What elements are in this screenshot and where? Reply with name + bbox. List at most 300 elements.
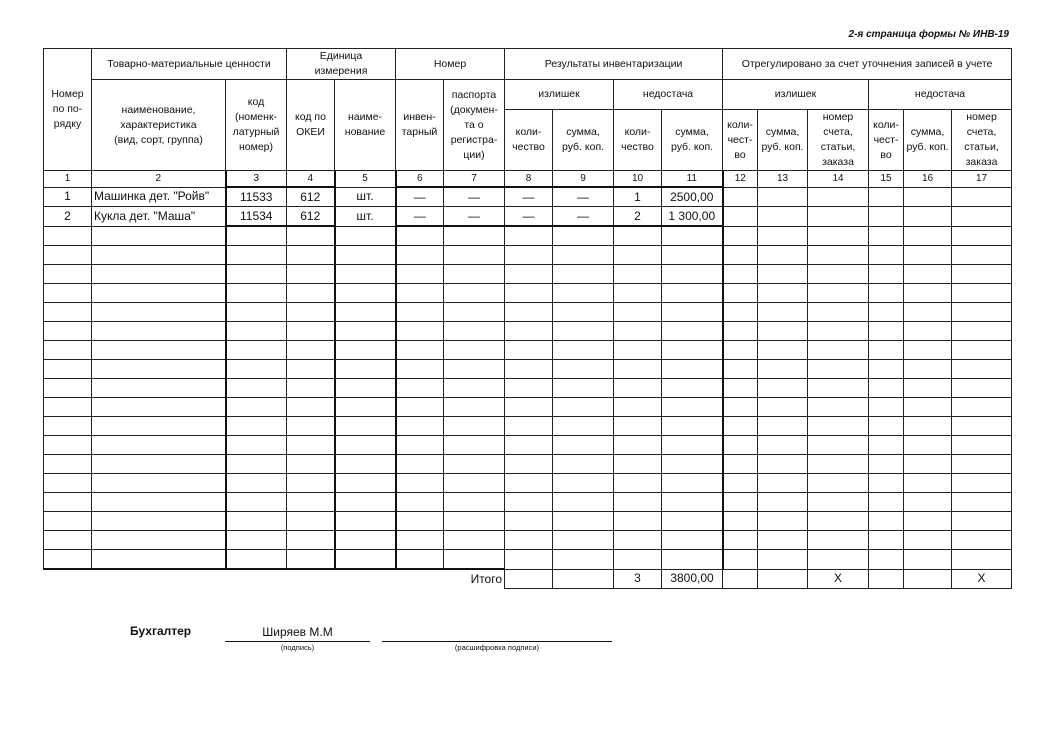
table-cell[interactable] [444,436,505,455]
table-cell[interactable] [808,246,869,265]
table-cell[interactable] [952,360,1012,379]
table-cell[interactable] [396,226,444,246]
total-cell[interactable] [505,569,553,588]
table-cell[interactable]: 2500,00 [662,187,723,207]
table-cell[interactable] [287,226,335,246]
table-cell[interactable] [723,550,758,570]
total-cell[interactable]: 3 [614,569,662,588]
table-cell[interactable] [553,417,614,436]
table-cell[interactable] [904,265,952,284]
table-cell[interactable] [904,303,952,322]
table-cell[interactable] [396,246,444,265]
table-cell[interactable] [758,341,808,360]
table-cell[interactable] [505,379,553,398]
table-cell[interactable]: — [505,207,553,227]
table-cell[interactable] [614,474,662,493]
table-cell[interactable] [335,322,396,341]
table-cell[interactable] [758,322,808,341]
table-cell[interactable] [614,246,662,265]
table-cell[interactable] [808,436,869,455]
table-cell[interactable] [758,284,808,303]
table-cell[interactable] [869,379,904,398]
table-cell[interactable] [723,455,758,474]
table-cell[interactable] [396,436,444,455]
table-cell[interactable] [808,265,869,284]
table-cell[interactable] [92,246,226,265]
table-cell[interactable] [287,493,335,512]
table-cell[interactable] [92,341,226,360]
table-cell[interactable] [904,246,952,265]
table-cell[interactable] [44,474,92,493]
table-cell[interactable] [808,303,869,322]
table-cell[interactable] [44,493,92,512]
table-cell[interactable] [226,265,287,284]
table-cell[interactable] [614,512,662,531]
table-cell[interactable] [335,303,396,322]
table-cell[interactable] [505,360,553,379]
table-cell[interactable] [287,265,335,284]
table-cell[interactable] [758,417,808,436]
table-cell[interactable] [758,398,808,417]
table-cell[interactable] [335,226,396,246]
table-cell[interactable] [44,417,92,436]
table-cell[interactable] [505,341,553,360]
table-cell[interactable] [553,493,614,512]
table-cell[interactable] [758,207,808,227]
table-cell[interactable] [952,493,1012,512]
table-cell[interactable] [92,303,226,322]
table-cell[interactable] [335,493,396,512]
table-cell[interactable] [287,360,335,379]
table-cell[interactable] [44,455,92,474]
table-cell[interactable] [808,531,869,550]
table-cell[interactable] [44,360,92,379]
table-cell[interactable]: 1 [614,187,662,207]
table-cell[interactable] [614,379,662,398]
table-cell[interactable] [92,550,226,570]
table-cell[interactable] [869,360,904,379]
table-cell[interactable] [723,379,758,398]
table-cell[interactable] [396,322,444,341]
table-cell[interactable] [287,379,335,398]
table-cell[interactable] [444,417,505,436]
table-cell[interactable] [723,284,758,303]
table-cell[interactable] [662,493,723,512]
table-cell[interactable] [553,512,614,531]
table-cell[interactable] [226,379,287,398]
table-cell[interactable] [553,322,614,341]
table-cell[interactable] [226,455,287,474]
table-cell[interactable] [335,550,396,570]
table-cell[interactable] [44,322,92,341]
total-cell[interactable] [553,569,614,588]
table-cell[interactable] [808,512,869,531]
table-cell[interactable] [952,226,1012,246]
table-cell[interactable] [904,360,952,379]
table-cell[interactable] [92,474,226,493]
table-cell[interactable] [808,226,869,246]
table-cell[interactable] [444,360,505,379]
table-cell[interactable] [869,341,904,360]
table-cell[interactable] [396,550,444,570]
table-cell[interactable] [904,322,952,341]
table-cell[interactable] [335,246,396,265]
table-cell[interactable] [396,417,444,436]
table-cell[interactable] [869,303,904,322]
table-cell[interactable] [44,265,92,284]
table-cell[interactable] [505,512,553,531]
table-cell[interactable] [662,455,723,474]
table-cell[interactable] [505,474,553,493]
table-cell[interactable] [444,303,505,322]
table-cell[interactable] [952,265,1012,284]
table-cell[interactable] [808,493,869,512]
total-cell[interactable] [723,569,758,588]
table-cell[interactable] [553,379,614,398]
table-cell[interactable] [396,379,444,398]
table-cell[interactable]: — [553,207,614,227]
table-cell[interactable] [904,493,952,512]
table-cell[interactable] [869,265,904,284]
table-cell[interactable] [808,284,869,303]
table-cell[interactable] [444,493,505,512]
table-cell[interactable] [758,187,808,207]
table-cell[interactable] [92,265,226,284]
table-cell[interactable] [662,474,723,493]
table-cell[interactable] [44,436,92,455]
table-cell[interactable] [758,265,808,284]
table-cell[interactable] [952,550,1012,570]
table-cell[interactable] [904,455,952,474]
table-cell[interactable] [44,379,92,398]
table-cell[interactable] [44,531,92,550]
table-cell[interactable]: шт. [335,207,396,227]
table-cell[interactable] [226,493,287,512]
table-cell[interactable] [952,398,1012,417]
table-cell[interactable] [335,360,396,379]
table-cell[interactable] [553,531,614,550]
table-cell[interactable] [952,379,1012,398]
table-cell[interactable] [904,284,952,303]
table-cell[interactable] [444,474,505,493]
table-cell[interactable] [92,322,226,341]
table-cell[interactable] [869,493,904,512]
table-cell[interactable] [505,398,553,417]
table-cell[interactable] [869,474,904,493]
table-cell[interactable] [904,379,952,398]
signature-sign-line[interactable] [225,625,370,642]
table-cell[interactable] [662,417,723,436]
table-cell[interactable] [444,322,505,341]
table-cell[interactable] [758,474,808,493]
table-cell[interactable] [869,417,904,436]
table-cell[interactable] [904,341,952,360]
table-cell[interactable] [662,379,723,398]
table-cell[interactable] [335,265,396,284]
table-cell[interactable] [505,265,553,284]
table-cell[interactable] [92,417,226,436]
table-cell[interactable] [396,455,444,474]
table-cell[interactable] [869,284,904,303]
table-cell[interactable] [614,341,662,360]
table-cell[interactable] [952,207,1012,227]
table-cell[interactable] [505,284,553,303]
table-cell[interactable] [444,455,505,474]
table-cell[interactable] [904,512,952,531]
table-cell[interactable] [758,550,808,570]
table-cell[interactable] [758,379,808,398]
total-cell[interactable] [904,569,952,588]
table-cell[interactable] [904,550,952,570]
table-cell[interactable] [952,455,1012,474]
table-cell[interactable] [444,246,505,265]
table-cell[interactable] [226,417,287,436]
table-cell[interactable] [44,284,92,303]
table-cell[interactable] [758,512,808,531]
table-cell[interactable] [662,531,723,550]
table-cell[interactable]: — [444,207,505,227]
table-cell[interactable] [869,207,904,227]
table-cell[interactable] [44,341,92,360]
table-cell[interactable] [44,226,92,246]
table-cell[interactable] [396,284,444,303]
table-cell[interactable] [335,341,396,360]
table-cell[interactable] [553,455,614,474]
table-cell[interactable] [505,226,553,246]
table-cell[interactable] [723,436,758,455]
table-cell[interactable] [444,512,505,531]
table-cell[interactable] [226,341,287,360]
table-cell[interactable] [758,360,808,379]
table-cell[interactable] [287,417,335,436]
table-cell[interactable]: 2 [44,207,92,227]
table-cell[interactable] [662,512,723,531]
table-cell[interactable] [952,187,1012,207]
table-cell[interactable] [335,417,396,436]
table-cell[interactable] [92,360,226,379]
table-cell[interactable] [335,455,396,474]
table-cell[interactable] [808,398,869,417]
table-cell[interactable] [335,436,396,455]
table-cell[interactable] [553,226,614,246]
table-cell[interactable] [396,303,444,322]
table-cell[interactable] [662,436,723,455]
table-cell[interactable] [952,531,1012,550]
table-cell[interactable] [614,531,662,550]
table-cell[interactable] [662,226,723,246]
table-cell[interactable] [226,360,287,379]
table-cell[interactable] [335,379,396,398]
table-cell[interactable] [614,455,662,474]
table-cell[interactable] [723,493,758,512]
table-cell[interactable] [92,531,226,550]
table-cell[interactable] [553,284,614,303]
table-cell[interactable] [505,417,553,436]
table-cell[interactable] [662,246,723,265]
table-cell[interactable] [662,284,723,303]
table-cell[interactable] [904,187,952,207]
table-cell[interactable] [396,531,444,550]
table-cell[interactable] [44,512,92,531]
table-cell[interactable] [92,512,226,531]
table-cell[interactable] [723,303,758,322]
table-cell[interactable] [723,226,758,246]
table-cell[interactable] [226,246,287,265]
table-cell[interactable] [287,398,335,417]
table-cell[interactable] [396,398,444,417]
table-cell[interactable] [505,455,553,474]
table-cell[interactable]: — [505,187,553,207]
table-cell[interactable] [662,303,723,322]
table-cell[interactable] [287,436,335,455]
table-cell[interactable] [723,474,758,493]
table-cell[interactable] [614,417,662,436]
table-cell[interactable] [952,512,1012,531]
table-cell[interactable]: шт. [335,187,396,207]
table-cell[interactable] [869,436,904,455]
table-cell[interactable] [553,246,614,265]
table-cell[interactable]: 11534 [226,207,287,227]
table-cell[interactable] [505,531,553,550]
table-cell[interactable] [662,265,723,284]
table-cell[interactable] [444,265,505,284]
table-cell[interactable] [226,284,287,303]
table-cell[interactable] [226,531,287,550]
table-cell[interactable] [444,531,505,550]
table-cell[interactable] [808,550,869,570]
table-cell[interactable] [92,455,226,474]
table-cell[interactable] [808,417,869,436]
table-cell[interactable] [869,550,904,570]
table-cell[interactable] [553,360,614,379]
total-cell[interactable] [758,569,808,588]
table-cell[interactable] [869,398,904,417]
table-cell[interactable] [904,398,952,417]
table-cell[interactable] [758,226,808,246]
table-cell[interactable] [553,265,614,284]
table-cell[interactable] [723,398,758,417]
table-cell[interactable] [444,379,505,398]
table-cell[interactable] [44,550,92,570]
table-cell[interactable] [952,303,1012,322]
table-cell[interactable] [808,474,869,493]
table-cell[interactable] [505,493,553,512]
table-cell[interactable] [723,187,758,207]
table-cell[interactable] [869,531,904,550]
table-cell[interactable] [952,284,1012,303]
table-cell[interactable] [614,303,662,322]
table-cell[interactable] [92,226,226,246]
table-cell[interactable] [444,398,505,417]
table-cell[interactable] [614,398,662,417]
table-cell[interactable] [723,265,758,284]
table-cell[interactable] [287,322,335,341]
table-cell[interactable] [614,322,662,341]
table-cell[interactable] [226,474,287,493]
table-cell[interactable] [904,531,952,550]
table-cell[interactable] [614,265,662,284]
table-cell[interactable] [44,246,92,265]
total-cell[interactable] [869,569,904,588]
table-cell[interactable] [444,550,505,570]
table-cell[interactable] [396,512,444,531]
table-cell[interactable] [444,226,505,246]
table-cell[interactable]: 1 300,00 [662,207,723,227]
table-cell[interactable] [396,474,444,493]
table-cell[interactable] [808,341,869,360]
table-cell[interactable] [44,303,92,322]
table-cell[interactable] [287,550,335,570]
table-cell[interactable] [226,303,287,322]
table-cell[interactable] [808,207,869,227]
table-cell[interactable] [553,474,614,493]
table-cell[interactable]: Кукла дет. "Маша" [92,207,226,227]
table-cell[interactable]: 11533 [226,187,287,207]
table-cell[interactable] [904,226,952,246]
table-cell[interactable] [723,322,758,341]
table-cell[interactable] [614,226,662,246]
table-cell[interactable] [444,341,505,360]
table-cell[interactable] [396,360,444,379]
table-cell[interactable] [553,341,614,360]
table-cell[interactable] [758,493,808,512]
table-cell[interactable] [505,303,553,322]
signature-decode-line[interactable] [382,625,612,642]
table-cell[interactable] [553,550,614,570]
table-cell[interactable] [758,303,808,322]
table-cell[interactable] [226,398,287,417]
table-cell[interactable] [396,265,444,284]
table-cell[interactable] [904,417,952,436]
table-cell[interactable] [869,187,904,207]
table-cell[interactable] [505,550,553,570]
table-cell[interactable] [758,246,808,265]
table-cell[interactable] [662,341,723,360]
table-cell[interactable] [952,341,1012,360]
table-cell[interactable] [335,284,396,303]
total-cell[interactable]: Х [808,569,869,588]
table-cell[interactable] [287,284,335,303]
table-cell[interactable] [723,360,758,379]
table-cell[interactable] [335,512,396,531]
table-cell[interactable] [662,398,723,417]
table-cell[interactable] [758,531,808,550]
table-cell[interactable] [869,512,904,531]
table-cell[interactable] [335,398,396,417]
table-cell[interactable] [808,187,869,207]
table-cell[interactable] [869,246,904,265]
table-cell[interactable] [553,398,614,417]
table-cell[interactable] [952,322,1012,341]
table-cell[interactable] [92,493,226,512]
table-cell[interactable] [287,474,335,493]
table-cell[interactable] [226,322,287,341]
table-cell[interactable] [808,322,869,341]
table-cell[interactable]: 612 [287,187,335,207]
table-cell[interactable] [396,341,444,360]
table-cell[interactable]: 2 [614,207,662,227]
table-cell[interactable] [226,512,287,531]
table-cell[interactable] [723,207,758,227]
table-cell[interactable] [287,341,335,360]
table-cell[interactable] [92,284,226,303]
table-cell[interactable]: 612 [287,207,335,227]
table-cell[interactable] [92,436,226,455]
table-cell[interactable] [335,474,396,493]
table-cell[interactable] [952,246,1012,265]
table-cell[interactable] [505,436,553,455]
table-cell[interactable] [92,379,226,398]
